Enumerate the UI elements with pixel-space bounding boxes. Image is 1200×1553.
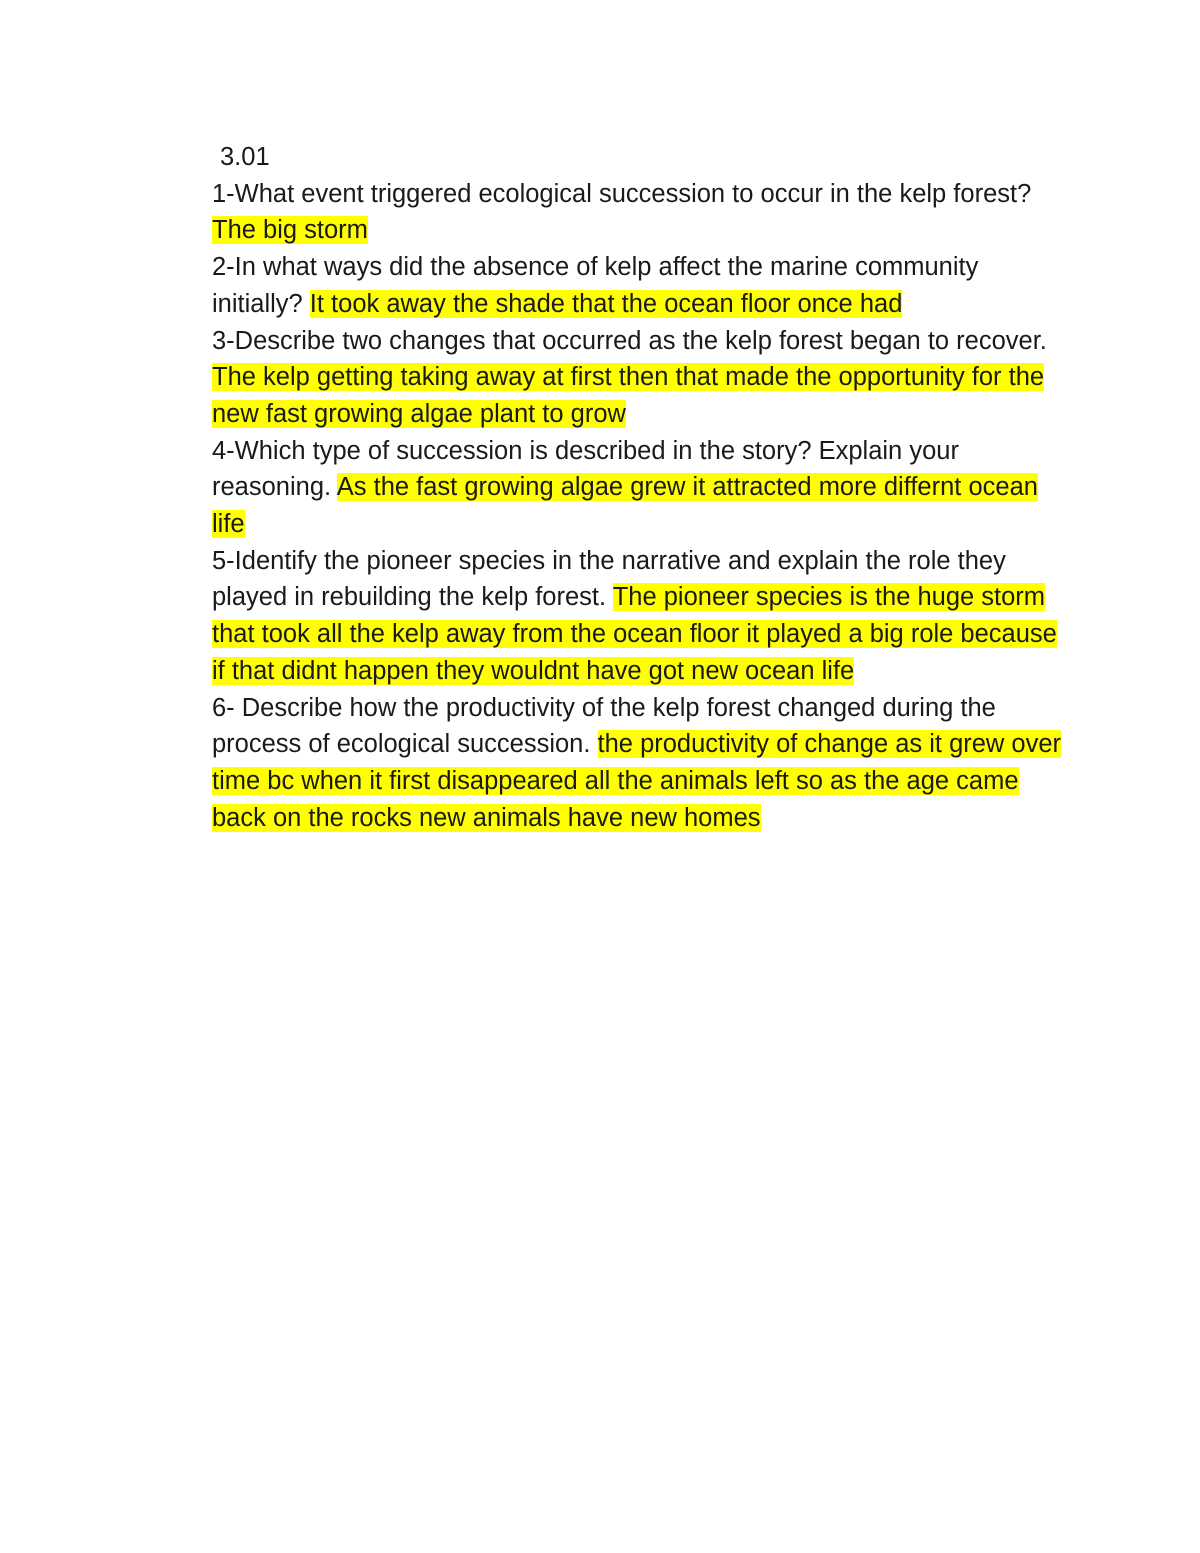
answer-text: The kelp getting taking away at first then that made the opportunity for the new fast growing algae plant to grow	[212, 363, 1045, 428]
question-text: 2-In what ways did the absence of kelp affect the marine community initially?	[212, 253, 979, 318]
question-text: 6- Describe how the productivity of the kelp forest changed during the process of ecological succession.	[212, 693, 996, 759]
question-item-5	[212, 543, 1072, 690]
answer-text: As the fast growing algae grew it attracted more differnt ocean life	[212, 473, 1038, 539]
answer-text: The pioneer species is the huge storm that took all the kelp away from the ocean floor it played a big role because if that didnt happen they wouldnt have got new ocean life	[212, 583, 1057, 685]
question-item-4	[212, 433, 1072, 543]
question-text: 5-Identify the pioneer species in the narrative and explain the role they played in rebuilding the kelp forest.	[212, 546, 1006, 612]
answer-text: It took away the shade that the ocean floor once had	[309, 289, 903, 318]
answer-text: the productivity of change as it grew over time bc when it first disappeared all the animals left so as the age came back on the rocks new animals have new homes	[212, 730, 1062, 832]
answer-text: The big storm	[212, 216, 368, 245]
question-text: 1-What event triggered ecological succession to occur in the kelp forest?	[212, 179, 1032, 208]
question-text: 4-Which type of succession is described in the story? Explain your reasoning.	[212, 436, 959, 502]
question-item-2	[212, 249, 1072, 322]
question-item-1	[212, 176, 1072, 249]
question-item-3	[212, 323, 1072, 433]
document-body	[212, 139, 1072, 836]
question-item-6	[212, 690, 1072, 837]
document-title: 3.01	[220, 143, 270, 171]
question-text: 3-Describe two changes that occurred as the kelp forest began to recover.	[212, 326, 1047, 355]
